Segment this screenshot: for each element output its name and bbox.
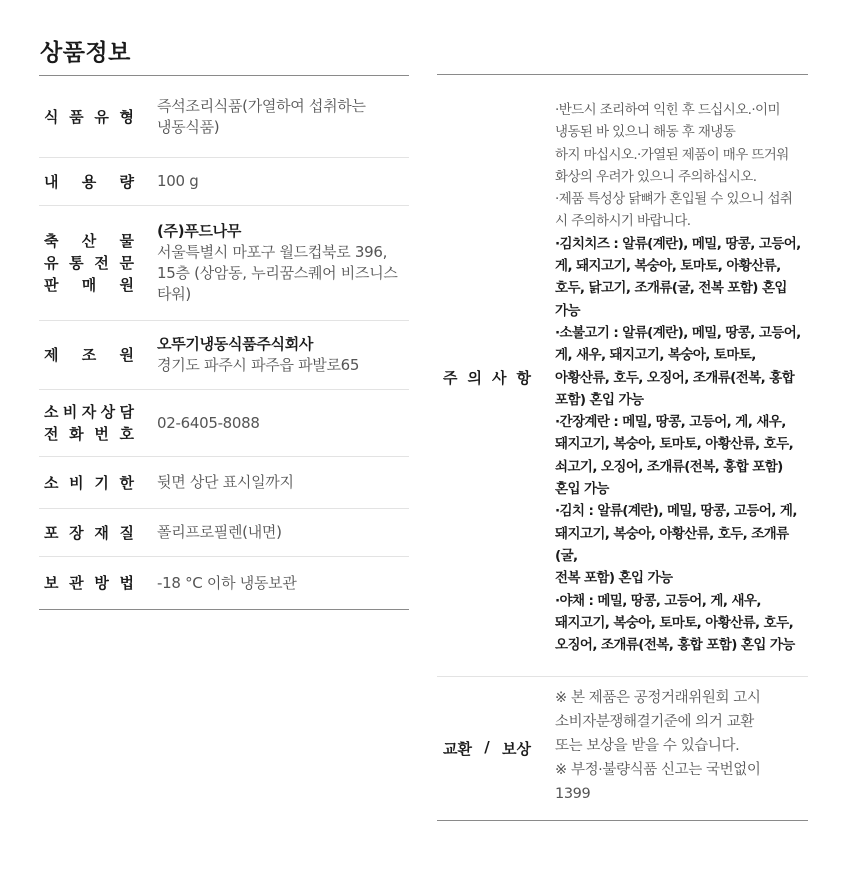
info-row (39, 557, 409, 609)
caution-line: ·반드시 조리하여 익힌 후 드십시오.·이미 (555, 102, 780, 118)
info-label: 식 품 유 형 (44, 107, 134, 126)
info-row (39, 509, 409, 557)
caution-line: 오징어, 조개류(전복, 홍합 포함) 혼입 가능 (555, 637, 795, 654)
caution-text (555, 99, 808, 656)
exchange-line: ※ 부정·불량식품 신고는 국번없이 (555, 762, 761, 779)
info-label: 제 조 원 (44, 346, 134, 364)
exchange-line: 소비자분쟁해결기준에 의거 교환 (555, 714, 754, 731)
info-value: 뒷면 상단 표시일까지 (157, 473, 294, 491)
info-value: 100 g (157, 172, 199, 190)
caution-line: 혼입 가능 (555, 481, 609, 498)
exchange-label: 교환 / 보상 (443, 738, 531, 759)
notice-table (437, 74, 808, 821)
caution-line: 게, 돼지고기, 복숭아, 토마토, 아황산류, (555, 258, 781, 275)
info-row (39, 321, 409, 390)
caution-line: 하지 마십시오.·가열된 제품이 매우 뜨거워 (555, 146, 789, 163)
caution-line: 호두, 닭고기, 조개류(굴, 전복 포함) 혼입 (555, 280, 787, 297)
caution-line: 돼지고기, 복숭아, 토마토, 아황산류, 호두, (555, 436, 794, 453)
exchange-text (555, 677, 808, 820)
company-name: 오뚜기냉동식품주식회사 (157, 335, 314, 353)
info-value: 폴리프로필렌(내면) (157, 523, 282, 541)
info-value: 오뚜기냉동식품주식회사 경기도 파주시 파주읍 파발로65 (157, 334, 409, 376)
info-value: 02-6405-8088 (157, 413, 260, 432)
info-row (39, 206, 409, 321)
info-label: 내 용 량 (44, 172, 134, 191)
info-label: 포 장 재 질 (44, 523, 134, 542)
caution-line: ·야채 : 메밀, 땅콩, 고등어, 게, 새우, (555, 592, 761, 609)
caution-line: ·제품 특성상 닭뼈가 혼입될 수 있으니 섭취 (555, 191, 793, 208)
caution-line: 아황산류, 호두, 오징어, 조개류(전복, 홍합 (555, 369, 795, 386)
info-value: 즉석조리식품(가열하여 섭취하는 냉동식품) (157, 96, 366, 136)
exchange-line: ※ 본 제품은 공정거래위원회 고시 (555, 690, 761, 707)
info-label: 축 산 물 유 통 전 문 판 매 원 (44, 232, 134, 294)
exchange-row (437, 677, 808, 820)
caution-line: 돼지고기, 복숭아, 아황산류, 호두, 조개류(굴, (555, 525, 789, 564)
info-label: 소 비 자 상 담 전 화 번 호 (44, 403, 134, 443)
caution-line: 화상의 우려가 있으니 주의하십시오. (555, 168, 757, 185)
info-label: 소 비 기 한 (44, 473, 134, 492)
company-name: (주)푸드나무 (157, 222, 242, 240)
exchange-line: 또는 보상을 받을 수 있습니다. (555, 738, 740, 755)
page-title: 상품정보 (40, 40, 131, 66)
exchange-line: 1399 (555, 786, 591, 803)
caution-line: ·김치치즈 : 알류(계란), 메밀, 땅콩, 고등어, (555, 235, 801, 252)
caution-row (437, 75, 808, 677)
caution-line: 돼지고기, 복숭아, 토마토, 아황산류, 호두, (555, 614, 794, 631)
caution-line: 포함) 혼입 가능 (555, 391, 644, 408)
info-row (39, 457, 409, 509)
caution-label: 주 의 사 항 (443, 369, 531, 388)
caution-line: 시 주의하시기 바랍니다. (555, 213, 691, 230)
caution-line: ·간장계란 : 메밀, 땅콩, 고등어, 게, 새우, (555, 414, 786, 431)
caution-line: ·김치 : 알류(계란), 메밀, 땅콩, 고등어, 게, (555, 503, 797, 520)
info-row (39, 390, 409, 457)
info-row (39, 76, 409, 158)
product-info-table (39, 75, 409, 610)
info-value: -18 °C 이하 냉동보관 (157, 573, 297, 592)
caution-line: 전복 포함) 혼입 가능 (555, 570, 673, 587)
caution-line: 게, 새우, 돼지고기, 복숭아, 토마토, (555, 347, 756, 364)
info-row (39, 158, 409, 206)
caution-line: ·소불고기 : 알류(계란), 메밀, 땅콩, 고등어, (555, 324, 801, 341)
caution-line: 냉동된 바 있으니 해동 후 재냉동 (555, 124, 736, 141)
info-value: (주)푸드나무 서울특별시 마포구 월드컵북로 396, 15층 (상암동, 누리꿈스퀘어 비즈니스 타워) (157, 221, 409, 305)
caution-line: 쇠고기, 오징어, 조개류(전복, 홍합 포함) (555, 458, 783, 475)
caution-line: 가능 (555, 302, 580, 319)
info-label: 보 관 방 법 (44, 574, 134, 592)
